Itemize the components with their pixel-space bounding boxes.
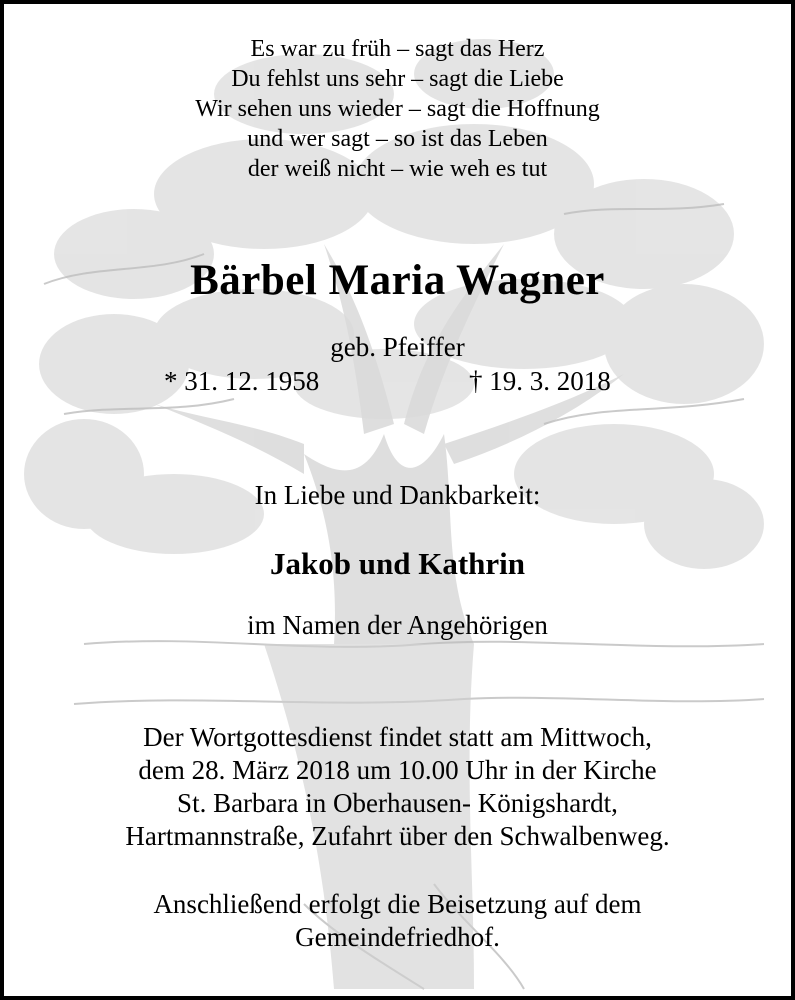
poem-line: und wer sagt – so ist das Leben bbox=[247, 126, 548, 152]
poem-line: der weiß nicht – wie weh es tut bbox=[247, 156, 548, 182]
mourners-intro: In Liebe und Dankbarkeit: bbox=[254, 480, 541, 510]
poem-line: Es war zu früh – sagt das Herz bbox=[250, 36, 545, 62]
birth-date: * 31. 12. 1958 bbox=[164, 366, 320, 396]
poem-line: Wir sehen uns wieder – sagt die Hoffnung bbox=[195, 96, 600, 122]
mourners-names: Jakob und Kathrin bbox=[270, 546, 525, 581]
burial-line: Gemeindefriedhof. bbox=[295, 922, 500, 952]
on-behalf-text: im Namen der Angehörigen bbox=[247, 610, 548, 640]
burial-line: Anschließend erfolgt die Beisetzung auf dem bbox=[153, 889, 642, 919]
service-line: Hartmannstraße, Zufahrt über den Schwalbenweg. bbox=[125, 821, 670, 851]
service-line: St. Barbara in Oberhausen- Königshardt, bbox=[177, 788, 618, 818]
maiden-name: geb. Pfeiffer bbox=[330, 332, 465, 362]
poem-line: Du fehlst uns sehr – sagt die Liebe bbox=[231, 66, 564, 92]
death-date: † 19. 3. 2018 bbox=[469, 366, 611, 396]
notice-text bbox=[4, 4, 791, 996]
deceased-name: Bärbel Maria Wagner bbox=[190, 257, 605, 304]
service-line: Der Wortgottesdienst findet statt am Mittwoch, bbox=[143, 722, 652, 752]
service-line: dem 28. März 2018 um 10.00 Uhr in der Kirche bbox=[138, 755, 657, 785]
